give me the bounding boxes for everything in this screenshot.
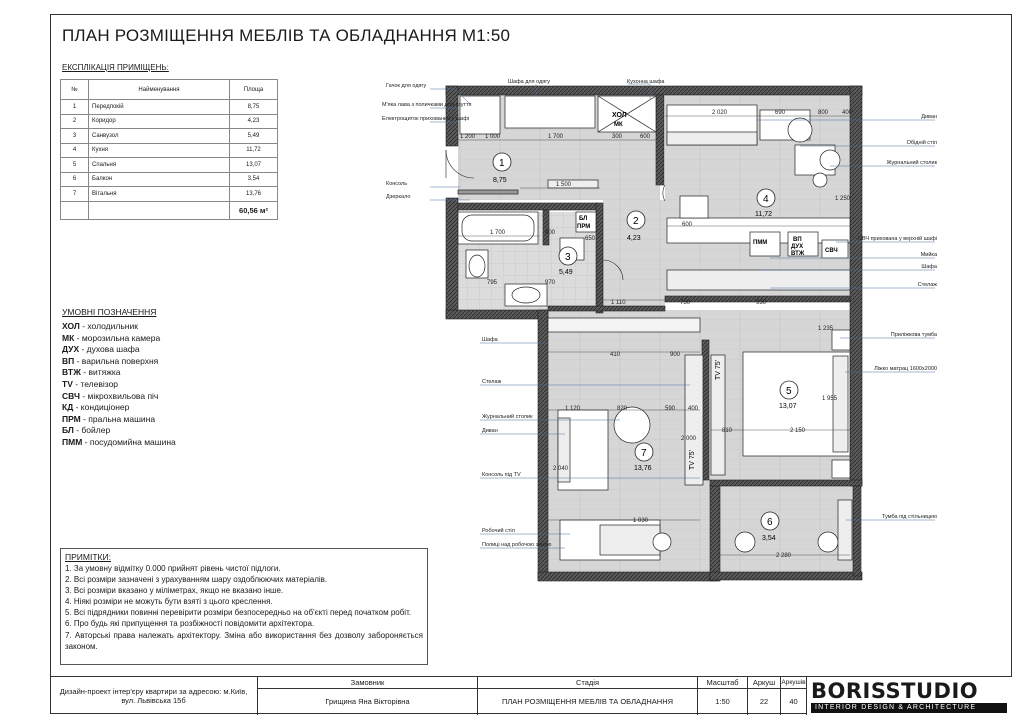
- cell-area: 8,75: [230, 100, 278, 115]
- notes-list: [65, 563, 423, 652]
- dim-text: 410: [610, 352, 621, 358]
- table-row: [61, 100, 278, 115]
- appliance-washer: ПРМ: [577, 224, 591, 230]
- dim-text: 930: [756, 300, 767, 306]
- dim-text: 1 250: [835, 196, 851, 202]
- cell-empty: [89, 201, 230, 219]
- note-item: 3. Всі розміри вказано у міліметрах, якщо не вказано інше.: [65, 586, 284, 596]
- dim-text: 590: [665, 406, 676, 412]
- label-shelves-desk: Полиці над робочою зоною: [482, 542, 552, 548]
- note-item: 6. Про будь які припущення та розбіжності повідомити архітектора.: [65, 619, 315, 629]
- svg-text:4,23: 4,23: [627, 235, 641, 242]
- dim-text: 1 235: [818, 326, 834, 332]
- svg-text:3: 3: [565, 252, 571, 263]
- dim-text: 1 110: [611, 300, 626, 306]
- cell-name: Санвузол: [89, 129, 230, 144]
- col-header-name: Найменування: [89, 80, 230, 100]
- label-cabinet-kitchen: Шафа: [921, 264, 937, 270]
- dim-text: 1 700: [490, 230, 506, 236]
- table-row: [61, 158, 278, 173]
- room-marker-7: [634, 443, 653, 472]
- label-console: Консоль: [386, 181, 408, 187]
- legend-item: КД - кондиціонер: [62, 402, 130, 413]
- label-mirror: Дзеркало: [386, 194, 411, 200]
- label-bed: Ліжко матрац 1600х2000: [874, 366, 937, 372]
- dim-text: 750: [680, 300, 691, 306]
- note-item: 5. Всі підрядники повинні перевірити розміри безпосередньо на об'єкті перед початком робіт.: [65, 608, 412, 618]
- svg-text:4: 4: [763, 194, 769, 205]
- appliance-microwave: СВЧ: [825, 248, 838, 254]
- label-wardrobe: Шафа для одягу: [508, 79, 551, 85]
- legend-item: TV - телевізор: [62, 378, 119, 389]
- cell-number: 2: [61, 114, 89, 129]
- total-area: 60,56 м²: [230, 201, 278, 219]
- cell-area: 13,76: [230, 187, 278, 202]
- title-block: [50, 676, 1012, 714]
- appliance-boiler: БЛ: [579, 216, 588, 222]
- project-description: Дизайн-проект інтер'єру квартири за адресою: м.Київ, вул. Львівська 15б: [50, 677, 258, 715]
- cell-number: 6: [61, 172, 89, 187]
- explication-table: [60, 79, 278, 220]
- note-item: 1. За умовну відмітку 0.000 прийнят рівень чистої підлоги.: [65, 564, 281, 573]
- dim-text: 400: [688, 406, 699, 412]
- col-header-area: Площа: [230, 80, 278, 100]
- legend-item: ВП - варильна поверхня: [62, 355, 159, 366]
- scale-value: 1:50: [698, 688, 748, 715]
- table-row: [61, 143, 278, 158]
- dim-text: 1 030: [633, 518, 649, 524]
- cell-empty: [61, 201, 89, 219]
- label-sofa-living: Диван: [482, 428, 498, 434]
- table-row: [61, 187, 278, 202]
- label-coat-hook: Гачок для одягу: [386, 83, 427, 89]
- annotations-right: [858, 114, 938, 520]
- dim-text: 690: [775, 110, 786, 116]
- appliance-freezer: МК: [614, 122, 623, 128]
- label-shelf-kitchen: Стелаж: [917, 282, 937, 288]
- appliance-dishwasher: ПММ: [753, 240, 768, 246]
- sheet-value: 22: [748, 688, 781, 715]
- cell-area: 4,23: [230, 114, 278, 129]
- scale-header: Масштаб: [698, 677, 748, 688]
- legend-item: ВТЖ - витяжка: [62, 367, 121, 378]
- label-desk: Робочий стіл: [482, 528, 515, 534]
- cell-name: Передпокій: [89, 100, 230, 115]
- label-electric-panel: Електрощиток прихований у шафі: [382, 116, 470, 122]
- legend-item: ХОЛ - холодильник: [62, 321, 138, 331]
- legend-item: ПРМ - пральна машина: [62, 413, 156, 424]
- sheet-title: ПЛАН РОЗМІЩЕННЯ МЕБЛІВ ТА ОБЛАДНАННЯ М1:50: [62, 26, 511, 45]
- note-item: 2. Всі розміри зазначені з урахуванням шару оздоблюючих матеріалів.: [65, 575, 328, 585]
- dim-text: 650: [585, 236, 596, 242]
- label-shelf-living: Стелаж: [482, 379, 502, 385]
- label-coffee-table-kitchen: Журнальний столик: [886, 160, 937, 166]
- sheet-header: Аркуш: [748, 677, 781, 688]
- dim-text: 1 200: [460, 134, 476, 140]
- dim-text: 600: [682, 222, 693, 228]
- logo-tagline: INTERIOR DESIGN & ARCHITECTURE: [811, 703, 1007, 713]
- cell-area: 5,49: [230, 129, 278, 144]
- label-cabinet-living: Шафа: [482, 337, 498, 343]
- svg-text:6: 6: [767, 517, 773, 528]
- dim-text: 400: [545, 230, 556, 236]
- studio-logo: [807, 677, 1012, 715]
- cell-number: 1: [61, 100, 89, 115]
- table-header-row: [61, 80, 278, 100]
- table-row: [61, 129, 278, 144]
- appliance-fridge: ХОЛ: [612, 112, 627, 119]
- dim-text: 820: [617, 406, 628, 412]
- cell-number: 7: [61, 187, 89, 202]
- tv-label-living: TV 75': [689, 449, 696, 470]
- dim-text: 800: [818, 110, 829, 116]
- cell-name: Спальня: [89, 158, 230, 173]
- dim-text: 1 500: [556, 182, 572, 188]
- cell-number: 3: [61, 129, 89, 144]
- label-coffee-table: Журнальний столик: [482, 414, 533, 420]
- dim-text: 2 150: [790, 428, 806, 434]
- dim-text: 1 955: [822, 396, 838, 402]
- label-shoe-bench: М'яка лава з поличками для взуття: [382, 102, 472, 108]
- dim-text: 810: [722, 428, 733, 434]
- legend-item: ПММ - посудомийна машина: [62, 436, 176, 447]
- legend-item: ДУХ - духова шафа: [62, 344, 140, 355]
- table-total-row: [61, 201, 278, 219]
- svg-text:2: 2: [633, 216, 639, 227]
- cell-name: Коридор: [89, 114, 230, 129]
- svg-text:5: 5: [786, 386, 792, 397]
- stage-header: Стадія: [478, 677, 698, 688]
- room-marker-5: [779, 381, 798, 410]
- legend-list: [62, 321, 176, 449]
- svg-text:1: 1: [499, 158, 505, 169]
- label-tv-console: Консоль під TV: [482, 472, 521, 478]
- legend-item: БЛ - бойлер: [62, 425, 111, 436]
- svg-text:3,54: 3,54: [762, 535, 776, 542]
- appliance-cooktop: ВП: [793, 237, 802, 243]
- label-sink: Мийка: [920, 252, 937, 258]
- dim-text: 795: [487, 280, 498, 286]
- cell-name: Балкон: [89, 172, 230, 187]
- dim-text: 970: [545, 280, 556, 286]
- cell-number: 5: [61, 158, 89, 173]
- dim-text: 1 120: [565, 406, 581, 412]
- cell-area: 3,54: [230, 172, 278, 187]
- col-header-number: №: [61, 80, 89, 100]
- dim-text: 600: [640, 134, 651, 140]
- svg-text:8,75: 8,75: [493, 177, 507, 184]
- logo-wordmark: BORISSTUDIO: [811, 679, 979, 703]
- dim-text: 400: [842, 110, 853, 116]
- dim-text: 1 000: [485, 134, 501, 140]
- dim-text: 2 280: [776, 553, 792, 559]
- notes-box: [60, 548, 428, 665]
- note-item: 4. Ніякі розміри не можуть бути взяті з цього креслення.: [65, 597, 273, 607]
- appliance-hood: ВТЖ: [791, 251, 805, 257]
- legend-item: МК - морозильна камера: [62, 332, 161, 343]
- dim-text: 2 020: [712, 110, 728, 116]
- cell-area: 11,72: [230, 143, 278, 158]
- note-item: 7. Авторські права належать архітектору. Зміна або використання без дозволу забороняється законом.: [65, 630, 423, 651]
- tv-label-bedroom: TV 75': [715, 359, 722, 380]
- table-row: [61, 172, 278, 187]
- floor-plan: [376, 74, 946, 584]
- cell-number: 4: [61, 143, 89, 158]
- cell-name: Кухня: [89, 143, 230, 158]
- dim-text: 2 000: [681, 436, 697, 442]
- label-dining-table: Обідній стіл: [906, 140, 937, 146]
- svg-text:5,49: 5,49: [559, 269, 573, 276]
- label-microwave-note: СВЧ прихована у верхній шафі: [857, 236, 937, 242]
- label-sofa-kitchen: Диван: [921, 114, 937, 120]
- stage-value: ПЛАН РОЗМІЩЕННЯ МЕБЛІВ ТА ОБЛАДНАННЯ: [478, 688, 698, 715]
- dim-text: 900: [670, 352, 681, 358]
- label-countertop-cabinet: Тумба під стільницею: [882, 514, 937, 520]
- svg-text:13,07: 13,07: [779, 403, 797, 410]
- dim-text: 1 700: [548, 134, 564, 140]
- legend-item: СВЧ - мікрохвильова піч: [62, 390, 159, 401]
- sheets-value: 40: [781, 688, 807, 715]
- legend-title: УМОВНІ ПОЗНАЧЕННЯ: [62, 307, 157, 317]
- customer-header: Замовник: [258, 677, 478, 688]
- dim-text: 2 040: [553, 466, 569, 472]
- svg-text:7: 7: [641, 448, 647, 459]
- dim-text: 300: [612, 134, 623, 140]
- appliance-oven: ДУХ: [791, 244, 804, 250]
- svg-text:13,76: 13,76: [634, 465, 652, 472]
- notes-title: ПРИМІТКИ:: [65, 552, 111, 562]
- customer-name: Грищина Яна Вікторівна: [258, 688, 478, 715]
- label-kitchen-cabinet: Кухонна шафа: [627, 79, 665, 85]
- table-row: [61, 114, 278, 129]
- label-nightstand: Приліжкова тумба: [890, 332, 937, 338]
- sheets-header: Аркушів: [781, 679, 806, 686]
- cell-name: Вітальня: [89, 187, 230, 202]
- svg-text:11,72: 11,72: [755, 211, 772, 218]
- cell-area: 13,07: [230, 158, 278, 173]
- explication-title: ЕКСПЛІКАЦІЯ ПРИМІЩЕНЬ:: [62, 63, 169, 72]
